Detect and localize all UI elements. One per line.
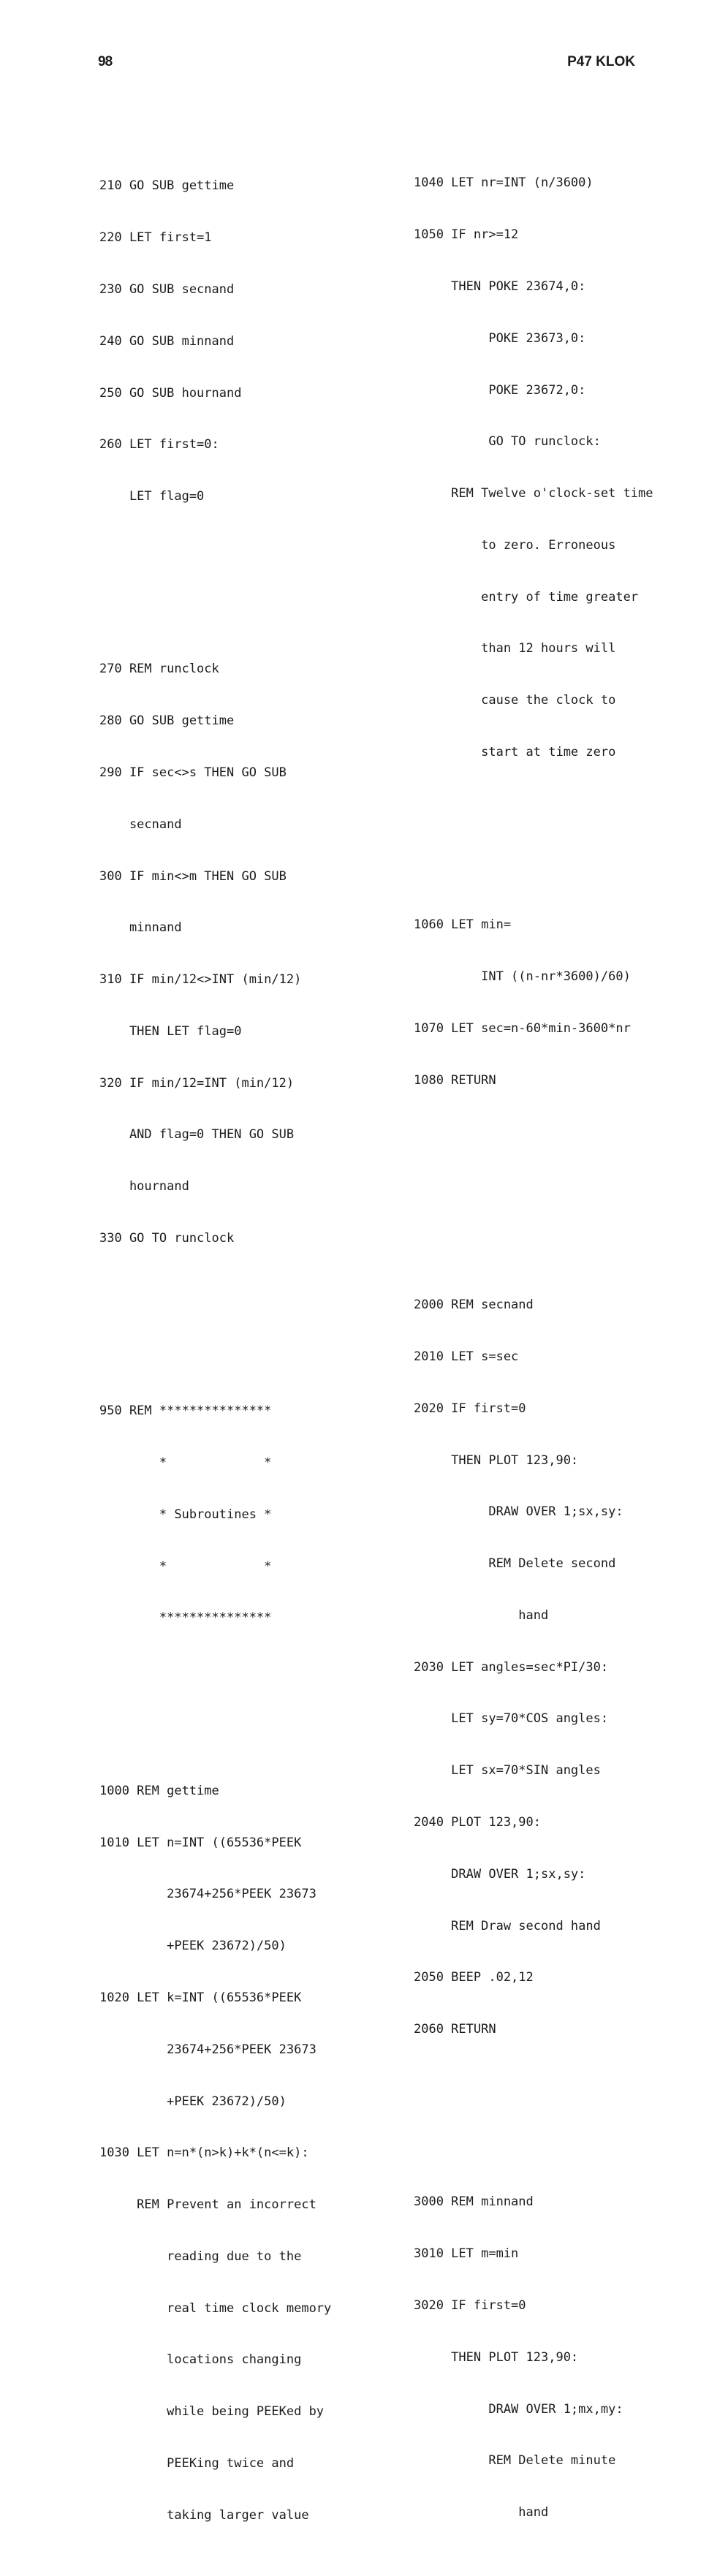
code-line: * *	[99, 1558, 272, 1574]
code-line: 1040 LET nr=INT (n/3600)	[414, 175, 594, 191]
code-line: real time clock memory	[99, 2300, 332, 2316]
block-spacer	[99, 1317, 392, 1334]
code-line: 230 GO SUB secnand	[99, 281, 235, 297]
code-block-gettime	[99, 1749, 392, 2559]
code-line: LET sx=70*SIN angles	[414, 1763, 601, 1778]
block-spacer	[414, 1159, 706, 1176]
code-line: 240 GO SUB minnand	[99, 333, 235, 349]
code-line: 23674+256*PEEK 23673	[99, 2042, 316, 2057]
code-line: start at time zero	[414, 744, 616, 759]
code-line: 220 LET first=1	[99, 230, 212, 246]
code-line: than 12 hours will	[414, 641, 616, 656]
code-line: 1030 LET n=n*(n>k)+k*(n<=k):	[99, 2145, 309, 2161]
code-line: * *	[99, 1455, 272, 1471]
code-line: THEN PLOT 123,90:	[414, 1452, 579, 1468]
code-line: LET sy=70*COS angles:	[414, 1711, 609, 1727]
code-line: 1070 LET sec=n-60*min-3600*nr	[414, 1020, 631, 1036]
code-line: AND flag=0 THEN GO SUB	[99, 1127, 295, 1143]
page-header	[0, 54, 709, 76]
code-line: 310 IF min/12<>INT (min/12)	[99, 972, 302, 988]
code-line: 320 IF min/12=INT (min/12)	[99, 1075, 295, 1091]
code-line: +PEEK 23672)/50)	[99, 2094, 287, 2109]
code-line: 2050 BEEP .02,12	[414, 1970, 534, 1985]
code-line: 1010 LET n=INT ((65536*PEEK	[99, 1835, 302, 1850]
right-code-column	[414, 106, 706, 2574]
code-line: 2060 RETURN	[414, 2022, 496, 2037]
code-line: 2020 IF first=0	[414, 1401, 526, 1416]
code-line: 2000 REM secnand	[414, 1298, 534, 1313]
code-line: REM Draw second hand	[414, 1918, 601, 1933]
code-line: 1080 RETURN	[414, 1072, 496, 1088]
code-line: secnand	[99, 817, 182, 832]
code-line: 260 LET first=0:	[99, 437, 219, 452]
code-line: 1020 LET k=INT ((65536*PEEK	[99, 1990, 302, 2005]
code-line: 23674+256*PEEK 23673	[99, 1887, 316, 1902]
code-line: 3010 LET m=min	[414, 2246, 519, 2262]
code-line: THEN LET flag=0	[99, 1023, 242, 1039]
code-line: 1060 LET min=	[414, 917, 512, 933]
code-line: 3020 IF first=0	[414, 2298, 526, 2314]
code-line: THEN POKE 23674,0:	[414, 279, 586, 294]
left-code-column	[99, 109, 392, 2576]
code-line: 300 IF min<>m THEN GO SUB	[99, 868, 287, 884]
code-block-secnand	[414, 1262, 706, 2073]
code-line: REM Delete second	[414, 1556, 616, 1572]
code-line: * Subroutines *	[99, 1507, 272, 1522]
code-line: minnand	[99, 920, 182, 936]
code-line: 3000 REM minnand	[414, 2194, 534, 2210]
block-spacer	[99, 1696, 392, 1713]
block-spacer	[414, 830, 706, 848]
page-number: 98	[98, 54, 113, 69]
code-line: entry of time greater	[414, 589, 639, 605]
code-line: DRAW OVER 1;mx,my:	[414, 2401, 623, 2417]
code-block-main-loop-setup	[99, 143, 392, 540]
code-line: taking larger value	[99, 2507, 309, 2523]
block-spacer	[414, 2107, 706, 2125]
code-line: ***************	[99, 1610, 272, 1626]
code-line: 210 GO SUB gettime	[99, 178, 235, 194]
code-line: 2040 PLOT 123,90:	[414, 1815, 541, 1830]
code-line: locations changing	[99, 2352, 302, 2368]
code-line: 950 REM ***************	[99, 1403, 272, 1419]
code-line: DRAW OVER 1;sx,sy:	[414, 1866, 586, 1882]
code-line: 270 REM runclock	[99, 662, 219, 677]
block-spacer	[414, 1211, 706, 1228]
code-line: DRAW OVER 1;sx,sy:	[414, 1504, 623, 1520]
code-line: 290 IF sec<>s THEN GO SUB	[99, 765, 287, 780]
code-line: 2030 LET angles=sec*PI/30:	[414, 1659, 609, 1675]
code-line: to zero. Erroneous	[414, 537, 616, 553]
code-line: THEN PLOT 123,90:	[414, 2349, 579, 2365]
code-line: +PEEK 23672)/50)	[99, 1939, 287, 1954]
code-line: cause the clock to	[414, 693, 616, 708]
code-line: INT ((n-nr*3600)/60)	[414, 969, 631, 985]
code-line: REM Prevent an incorrect	[99, 2197, 316, 2213]
code-line: POKE 23672,0:	[414, 382, 586, 398]
code-line: LET flag=0	[99, 489, 205, 504]
code-line: hand	[414, 1607, 549, 1623]
code-line: GO TO runclock:	[414, 434, 601, 450]
code-line: 330 GO TO runclock	[99, 1231, 235, 1246]
code-block-minnand	[414, 2159, 706, 2556]
code-line: 280 GO SUB gettime	[99, 713, 235, 729]
code-line: REM Delete minute	[414, 2453, 616, 2469]
page-title: P47 KLOK	[567, 54, 635, 69]
code-line: PEEKing twice and	[99, 2455, 295, 2471]
code-line: REM Twelve o'clock-set time	[414, 486, 653, 501]
code-line: hournand	[99, 1179, 189, 1194]
code-line: hand	[414, 2505, 549, 2520]
code-block-hour-check	[414, 140, 706, 796]
code-line: 2010 LET s=sec	[414, 1349, 519, 1364]
code-line: reading due to the	[99, 2249, 302, 2264]
code-line: 250 GO SUB hournand	[99, 385, 242, 401]
code-line: while being PEEKed by	[99, 2404, 325, 2420]
block-spacer	[99, 575, 392, 592]
code-line: 1000 REM gettime	[99, 1783, 219, 1798]
code-line: POKE 23673,0:	[414, 330, 586, 346]
code-block-runclock	[99, 626, 392, 1282]
code-block-subroutines-banner	[99, 1368, 392, 1662]
code-block-min-sec	[414, 882, 706, 1124]
code-line: 1050 IF nr>=12	[414, 227, 519, 243]
